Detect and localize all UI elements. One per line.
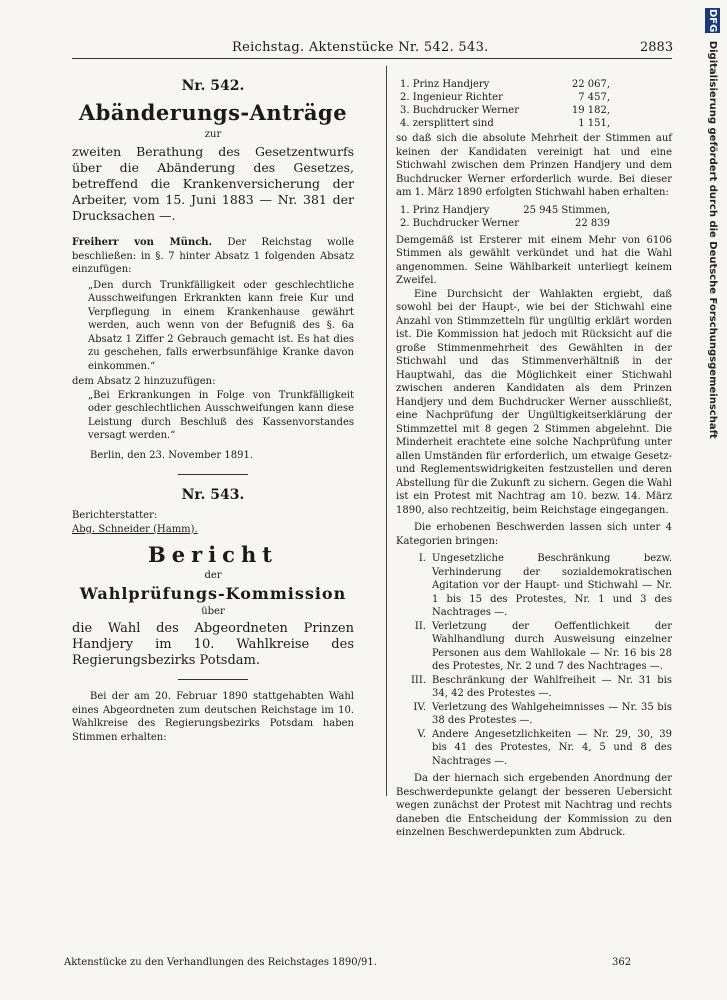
header-rule [72, 58, 672, 59]
list-item: III. Beschränkung der Wahlfreiheit — Nr. 31 bis 34, 42 des Protestes —. [410, 674, 672, 699]
list-item: V. Andere Angesetzlichkeiten — Nr. 29, 30, 39 bis 41 des Protestes, Nr. 4, 5 und 8 des Nachtrages —. [417, 728, 672, 767]
list-item: II. Verletzung der Oeffentlichkeit der Wahlhandlung durch Ausweisung einzelner Personen aus dem Wahllokale — Nr. 16 bis 28 des Protestes, Nr. 2 und 7 des Nachtrages —. [414, 620, 672, 672]
dfg-logo: DFG [707, 9, 718, 33]
section-title-542: Abänderungs-Anträge [78, 100, 348, 125]
paragraph-1: so daß sich die absolute Mehrheit der Stimmen auf keinen der Kandidaten vereinigt hat und eine Stichwahl zwischen dem Prinzen Handjery und dem Buchdrucker Werner erforderlich wurde. Bei dieser am 1. März 1890 erfolgten Stichwahl haben erhalten: [396, 133, 672, 198]
result-row: 3. Buchdrucker Werner 19 182, [400, 105, 610, 116]
running-title: Reichstag. Aktenstücke Nr. 542. 543. [232, 40, 489, 55]
list-item: IV. Verletzung des Wahlgeheimnisses — Nr. 35 bis 38 des Protestes —. [413, 701, 672, 726]
results-list-2 [396, 204, 672, 230]
result-row: 1. Prinz Handjery 22 067, [400, 79, 610, 90]
motion-intro-2: dem Absatz 2 hinzuzufügen: [72, 376, 216, 387]
side-stamp [700, 8, 718, 648]
ueber-label: über [201, 606, 225, 617]
motion-quote-2: „Bei Erkrankungen in Folge von Trunkfälligkeit oder geschlechtlichen Ausschweifungen kann diese Leistung durch Beschluß des Kassenvorstandes versagt werden.“ [88, 389, 354, 441]
reporter-label: Berichterstatter: [72, 510, 158, 521]
date-542: Berlin, den 23. November 1891. [90, 449, 253, 461]
section-title-543: Bericht [148, 542, 278, 567]
paragraph-3: Eine Durchsicht der Wahlakten ergiebt, daß sowohl bei der Haupt-, wie bei der Stichwahl eine Anzahl von Stimmzetteln für ungültig erklärt worden ist. Die Kommission hat jedoch mit Rücksicht auf die große Stimmenmehrheit des Gewählten in der Stichwahl und das Stimmenverhältniß in der Hauptwahl, das die Möglichkeit einer Stichwahl zwischen anderen Kandidaten als dem Prinzen Handjery und dem Buchdrucker Werner ausschließt, eine Nachprüfung der Ungültigkeitserklärung der Stimmzettel mit 8 gegen 2 Stimmen abgelehnt. Die Minderheit erachtete eine solche Nachprüfung unter allen Umständen für erforderlich, um etwaige Gesetz- und Reglementswidrigkeiten festzustellen und deren Abstellung für die Zukunft zu sichern. Gegen die Wahl ist ein Protest mit Nachtrag am 10. bezw. 14. März 1890, also rechtzeitig, beim Reichstage eingegangen. [396, 288, 672, 516]
subhead-542: zweiten Berathung des Gesetzentwurfs über die Abänderung des Gesetzes, betreffend die Krankenversicherung der Arbeiter, vom 15. Juni 1883 — Nr. 381 der Drucksachen —. [72, 144, 354, 223]
motion-quote-1: „Den durch Trunkfälligkeit oder geschlechtliche Ausschweifungen Erkrankten kann freie Kur und Verpflegung in einem Krankenhause gewährt werden, auch wenn von der Befugniß des §. 6a Absatz 1 Ziffer 2 Gebrauch gemacht ist. Es hat dies zu geschehen, falls erwerbsunfähige Kranke davon einkommen.“ [88, 279, 354, 372]
result-row: 2. Buchdrucker Werner 22 839 [400, 217, 610, 229]
paragraph-5: Da der hiernach sich ergebenden Anordnung der Beschwerdepunkte gelangt der besseren Uebersicht wegen zunächst der Protest mit Nachtrag und rechts daneben die Entscheidung der Kommission zu den einzelnen Beschwerdepunkten zum Abdruck. [396, 773, 672, 838]
footer-text: Aktenstücke zu den Verhandlungen des Reichstages 1890/91. [64, 957, 377, 968]
result-row: 1. Prinz Handjery 25 945 Stimmen, [400, 204, 610, 216]
body-start: Bei der am 20. Februar 1890 stattgehabten Wahl eines Abgeordneten zum deutschen Reichstage im 10. Wahlkreise des Regierungsbezirks Potsdam haben Stimmen erhalten: [72, 691, 354, 743]
result-row: 4. zersplittert sind 1 151, [400, 118, 610, 129]
section-number-542: Nr. 542. [181, 78, 245, 94]
results-list-1 [396, 78, 672, 130]
paragraph-2: Demgemäß ist Ersterer mit einem Mehr von 6106 Stimmen als gewählt verkündet und hat die Wahl angenommen. Seine Wählbarkeit unterliegt keinem Zweifel. [396, 234, 672, 286]
result-row: 2. Ingenieur Richter 7 457, [400, 92, 610, 103]
complaint-list [396, 552, 672, 768]
right-column [396, 78, 672, 840]
list-item: I. Ungesetzliche Beschränkung bezw. Verhinderung der sozialdemokratischen Agitation vor der Haupt- und Stichwahl — Nr. 1 bis 15 des Protestes, Nr. 1 und 3 des Nachtrages —. [418, 553, 672, 618]
section-separator-2 [178, 679, 248, 680]
commission-title: Wahlprüfungs-Kommission [79, 584, 347, 603]
paragraph-4: Die erhobenen Beschwerden lassen sich unter 4 Kategorien bringen: [396, 522, 672, 547]
zur-label: zur [204, 129, 222, 140]
subhead-543: die Wahl des Abgeordneten Prinzen Handjery im 10. Wahlkreise des Regierungsbezirks Potsdam. [72, 621, 354, 668]
page-number: 2883 [640, 40, 674, 55]
motion-author: Freiherr von Münch. [72, 237, 213, 248]
der-label: der [204, 570, 222, 581]
section-separator [178, 474, 248, 475]
section-number-543: Nr. 543. [181, 487, 245, 503]
motion-text [72, 236, 354, 277]
motion-intro: Der Reichstag wolle beschließen: in §. 7 hinter Absatz 1 folgenden Absatz einzufügen: [72, 237, 354, 275]
side-stamp-text: Digitalisierung gefördert durch die Deutsche Forschungsgemeinschaft [707, 40, 718, 439]
reporter-name: Abg. Schneider (Hamm). [72, 523, 198, 535]
left-column [72, 78, 354, 744]
column-divider [386, 66, 387, 796]
footer-number: 362 [612, 957, 632, 968]
